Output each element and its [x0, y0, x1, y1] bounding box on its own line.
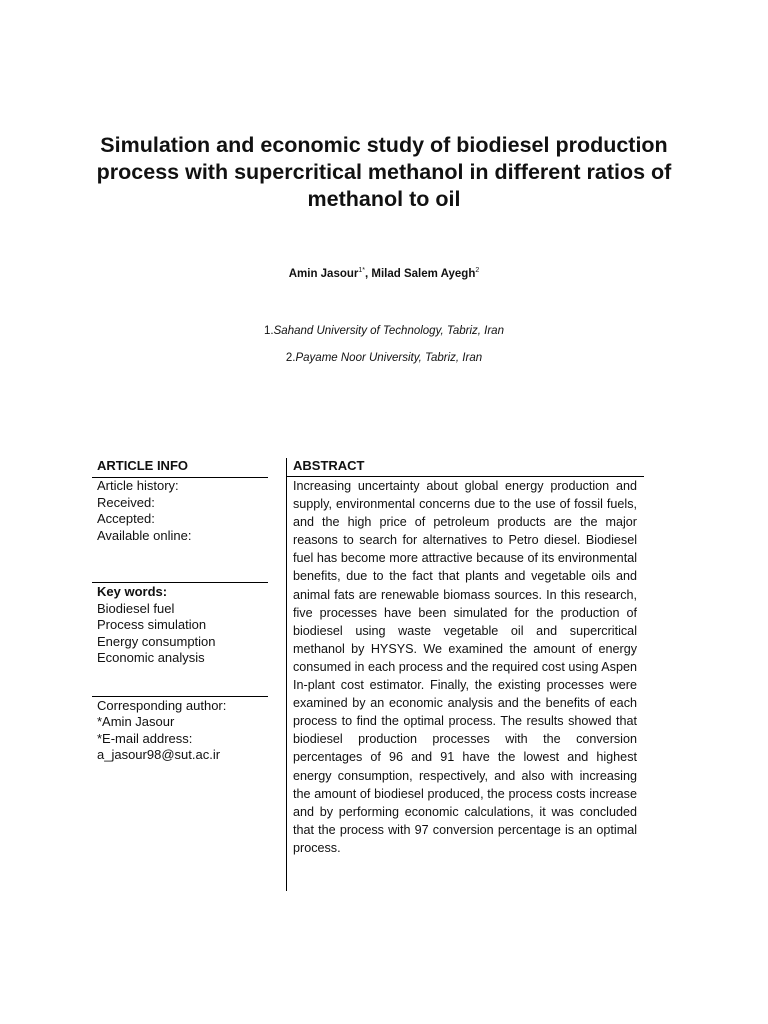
- abstract-heading: ABSTRACT: [293, 458, 365, 473]
- keyword: Process simulation: [97, 617, 207, 632]
- author-separator: ,: [365, 268, 372, 280]
- corresponding-author-name: *Amin Jasour: [97, 714, 175, 729]
- article-info-heading: ARTICLE INFO: [97, 458, 188, 473]
- paper-title: Simulation and economic study of biodiesel production process with supercritical methanol in different ratios of methanol to oil: [96, 133, 672, 211]
- divider: [92, 582, 268, 583]
- article-history: [92, 478, 268, 544]
- affiliation-text: Payame Noor University, Tabriz, Iran: [295, 352, 483, 364]
- abstract-column: [286, 458, 644, 857]
- author-line: [0, 268, 768, 280]
- keywords-heading: Key words:: [97, 584, 168, 599]
- corresponding-author-block: [92, 698, 268, 764]
- affiliation-number: 2.: [285, 352, 296, 364]
- affiliation-number: 1.: [264, 325, 274, 337]
- affiliation-2: [0, 352, 768, 364]
- accepted-label: Accepted:: [97, 511, 155, 526]
- received-label: Received:: [97, 494, 155, 510]
- history-label: Article history:: [97, 478, 179, 493]
- email-address: a_jasour98@sut.ac.ir: [97, 747, 221, 762]
- keyword: Energy consumption: [97, 633, 216, 649]
- email-label: *E-mail address:: [97, 730, 193, 746]
- keywords-block: [92, 584, 268, 667]
- affiliation-1: [0, 325, 768, 337]
- article-info-column: [92, 458, 268, 764]
- keyword: Biodiesel fuel: [97, 600, 175, 616]
- divider: [92, 696, 268, 697]
- corresponding-author-label: Corresponding author:: [97, 697, 227, 713]
- available-online-label: Available online:: [97, 527, 192, 543]
- author-name: Milad Salem Ayegh: [371, 268, 476, 280]
- keyword: Economic analysis: [97, 650, 205, 665]
- author-affiliation-mark: 2: [475, 267, 480, 275]
- author-name: Amin Jasour: [288, 268, 359, 280]
- abstract-text: Increasing uncertainty about global energy production and supply, environmental concerns due to the use of fossil fuels, and the high price of petroleum products are the major reasons to search for alternatives to Petro diesel. Biodiesel fuel has become more attractive because of its environmental benefits, due to the fact that plants and vegetable oils and animal fats are renewable biomass sources. In this research, five processes have been simulated for the production of biodiesel using waste vegetable oil and supercritical methanol by HYSYS. We examined the amount of energy consumed in each process and the required cost using Aspen In-plant cost estimator. Finally, the existing processes were examined by an economic analysis and the benefits of each process to find the optimal process. The results showed that biodiesel production processes with the conversion percentages of 96 and 91 have the lowest and highest energy consumption, respectively, and also with increasing the amount of biodiesel produced, the process costs increase and by performing economic calculations, it was concluded that the process with 97 conversion percentage is an optimal process.: [293, 479, 637, 855]
- author-affiliation-mark: 1*: [358, 267, 366, 275]
- affiliation-text: Sahand University of Technology, Tabriz, Iran: [273, 325, 504, 337]
